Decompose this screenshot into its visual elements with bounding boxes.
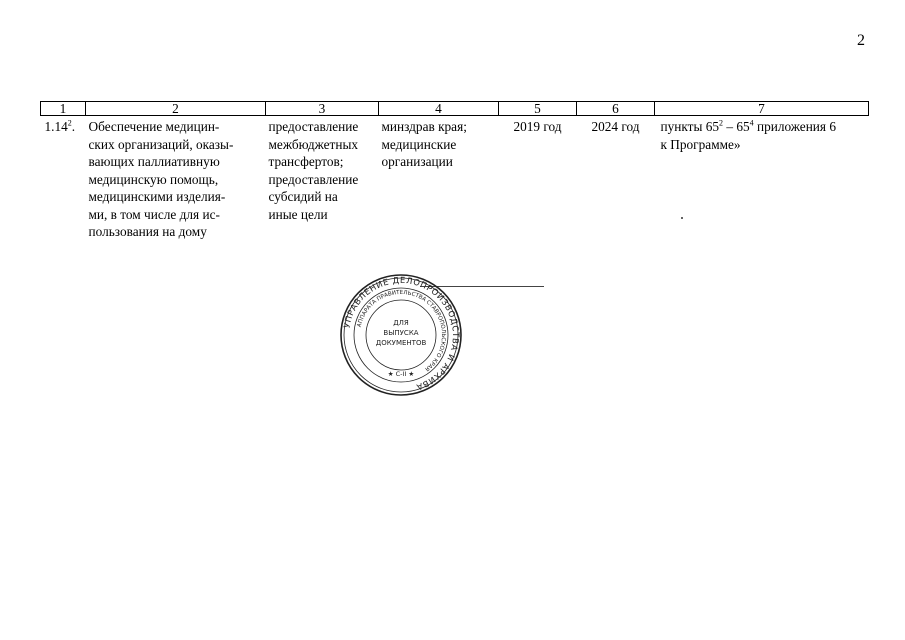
stray-dot [681, 217, 683, 219]
header-row [41, 102, 869, 116]
row-number-cell [41, 116, 86, 241]
executor-line: организации [381, 154, 453, 169]
reference-part: пункты 65 [660, 119, 720, 134]
table-row [41, 116, 869, 241]
start-year: 2019 год [513, 119, 562, 134]
stamp-outer-text: УПРАВЛЕНИЕ ДЕЛОПРОИЗВОДСТВА И АРХИВА [341, 274, 462, 393]
reference-part: – 65 [723, 119, 750, 134]
activity-line: ми, в том числе для ис- [88, 206, 220, 222]
executor-line: минздрав края; [381, 119, 467, 134]
header-cell-5: 5 [499, 102, 577, 116]
row-number: 1.14 [44, 119, 68, 134]
stamp-center-line: ВЫПУСКА [383, 329, 419, 337]
stamp-bottom-code: ★ С-II ★ [387, 370, 415, 378]
reference-part: приложения 6 [753, 119, 837, 134]
stamp-center-line: ДЛЯ [393, 319, 409, 327]
activity-line: пользования на дому [88, 224, 207, 239]
reference-line: к Программе» [660, 136, 741, 152]
activity-line: медицинскими изделия- [88, 189, 226, 204]
activity-line: вающих паллиативную [88, 154, 220, 169]
mechanism-line: трансфертов; [268, 154, 344, 169]
activity-line: ских организаций, оказы- [88, 136, 234, 152]
header-cell-7: 7 [655, 102, 869, 116]
end-year-cell [577, 116, 655, 241]
reference-sup: 2 [719, 118, 724, 128]
page-number: 2 [857, 32, 865, 49]
mechanism-line: субсидий на [268, 189, 338, 204]
activity-name-cell [86, 116, 266, 241]
mechanism-line: иные цели [268, 206, 328, 222]
mechanism-line: межбюджетных [268, 136, 359, 152]
mechanism-cell [266, 116, 379, 241]
reference-line [661, 118, 866, 136]
reference-sup: 4 [749, 118, 754, 128]
executor-line: медицинские [381, 136, 457, 152]
stamp-inner-text: АППАРАТА ПРАВИТЕЛЬСТВА СТАВРОПОЛЬСКОГО КРАЯ [356, 289, 447, 372]
row-number-suffix: . [71, 119, 76, 134]
activity-line: медицинскую помощь, [88, 171, 219, 187]
row-number-sup: 2 [67, 118, 72, 128]
mechanism-line: предоставление [268, 171, 359, 187]
header-cell-1: 1 [41, 102, 86, 116]
executor-cell [379, 116, 499, 241]
header-cell-4: 4 [379, 102, 499, 116]
header-cell-2: 2 [86, 102, 266, 116]
activity-line: Обеспечение медицин- [88, 119, 220, 134]
start-year-cell [499, 116, 577, 241]
header-cell-3: 3 [266, 102, 379, 116]
reference-cell [655, 116, 869, 241]
end-year: 2024 год [591, 119, 640, 134]
program-table [40, 101, 869, 241]
stamp-center-line: ДОКУМЕНТОВ [375, 339, 427, 347]
header-cell-6: 6 [577, 102, 655, 116]
official-stamp [338, 272, 464, 398]
mechanism-line: предоставление [268, 119, 359, 134]
